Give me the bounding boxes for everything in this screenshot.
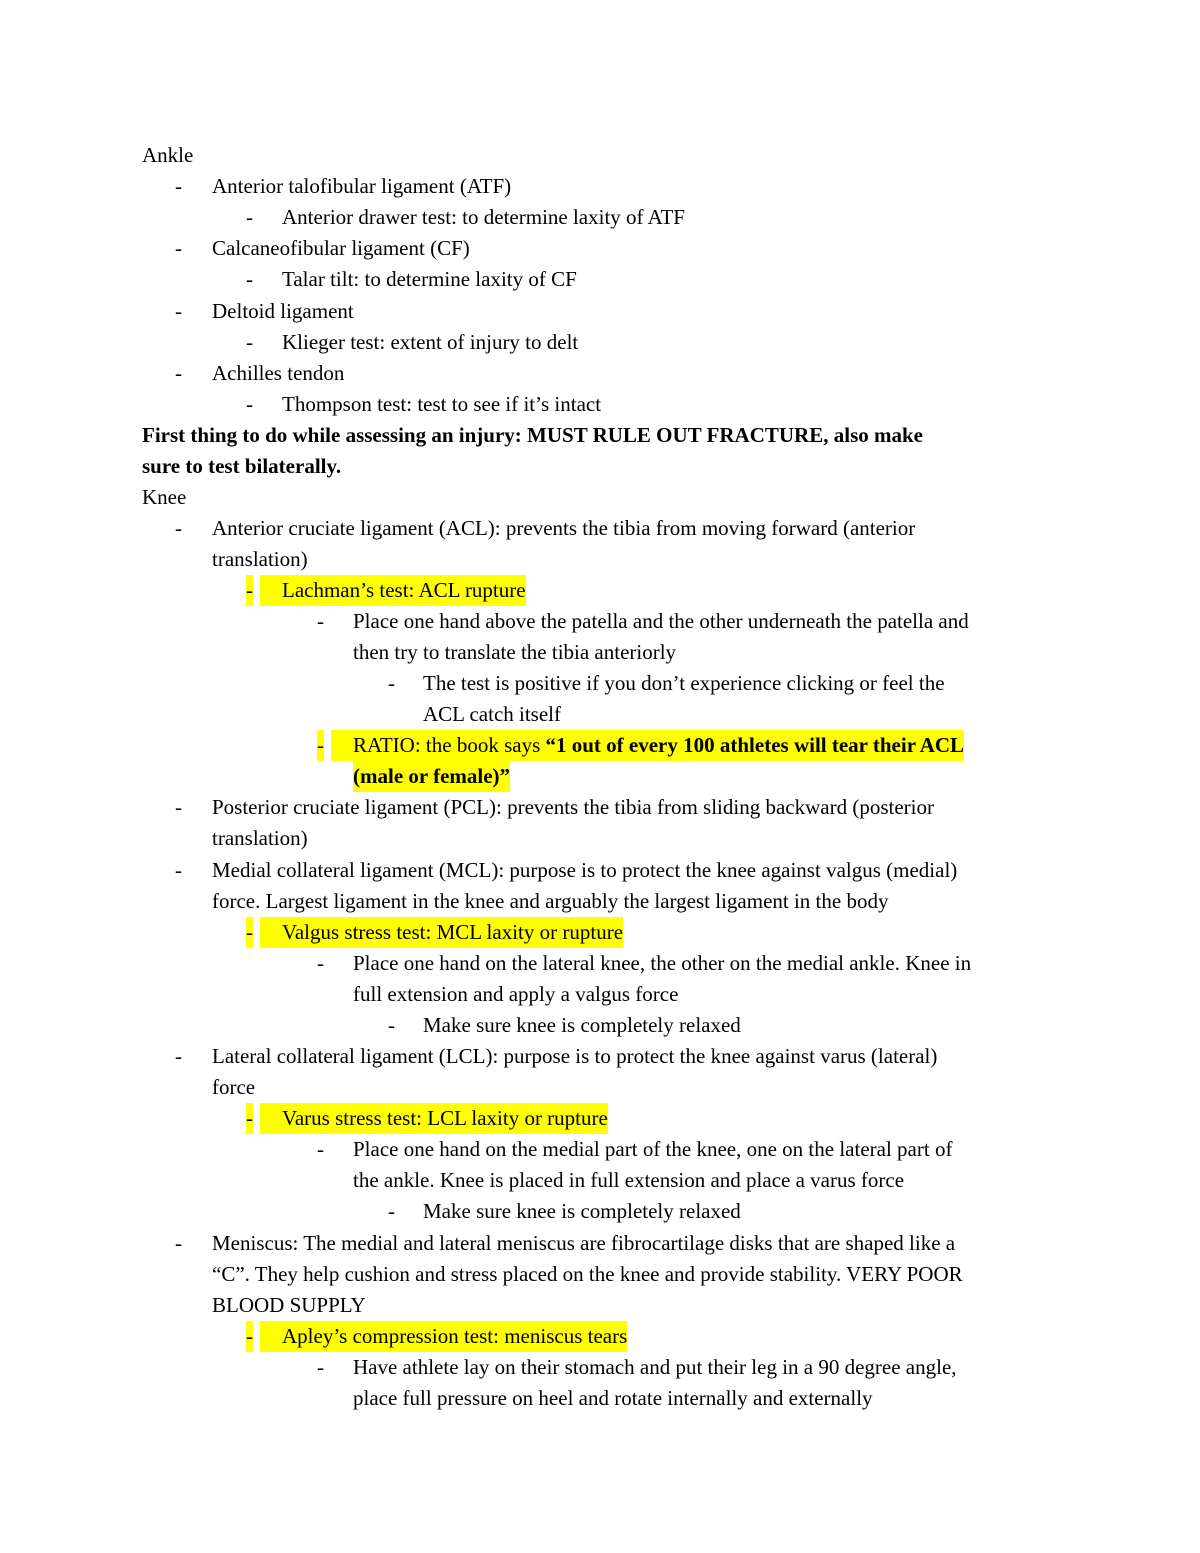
ankle-heading: Ankle (142, 143, 194, 167)
assessment-note-line-1: First thing to do while assessing an injury: MUST RULE OUT FRACTURE, also make (142, 423, 923, 447)
knee-heading: Knee (142, 485, 187, 509)
ratio-text: RATIO: the book says “1 out of every 100 athletes will tear their ACL (331, 730, 964, 761)
document-page: Ankle - Anterior talofibular ligament (ATF) - Anterior drawer test: to determine laxity of ATF - Calcaneofibular ligament (CF) - Talar tilt: to determine laxity of CF - Deltoid ligament - Klieger test: extent of injury to delt - Achilles tendon - Thompson test: test to see if it’s intact First thing to do while assessing an injury: MUST RULE OUT FRACTURE, also make sure to test bilaterally. Knee - Anterior cruciate ligament (ACL): prevents the tibia from moving forward (anterior translation) - Lachman’s test: ACL rupture - Place one hand above the patella and the other underneath the patella and then try to translate the tibia anteriorly - The test is positive if you don’t experience clicking or feel the ACL catch itself - RATIO: the book says “1 out of every 100 athletes will tear their ACL (male or female)” - Posterior cruciate ligament (PCL): prevents the tibia from sliding backward (posterior translation) - Medial collateral ligament (MCL): purpose is to protect the knee against valgus (medial) force. Largest ligament in the knee and arguably the largest ligament in the body - Valgus stress test: MCL laxity or rupture - Place one hand on the lateral knee, the other on the medial ankle. Knee in full extension and apply a valgus force - Make sure knee is completely relaxed - Lateral collateral ligament (LCL): purpose is to protect the knee against varus (lateral) force - Varus stress test: LCL laxity or rupture - Place one hand on the medial part of the knee, one on the lateral part of the ankle. Knee is placed in full extension and place a varus force - Make sure knee is completely relaxed - Meniscus: The medial and lateral meniscus are fibrocartilage disks that are shaped like a “C”. They help cushion and stress placed on the knee and provide stability. VERY POOR BLOOD SUPPLY - Apley’s compression test: meniscus tears - Have athlete lay on their stomach and put their leg in a 90 degree angle, place full pressure on heel and rotate internally and externally (0, 0, 1200, 1553)
assessment-note-line-2: sure to test bilaterally. (142, 454, 342, 478)
